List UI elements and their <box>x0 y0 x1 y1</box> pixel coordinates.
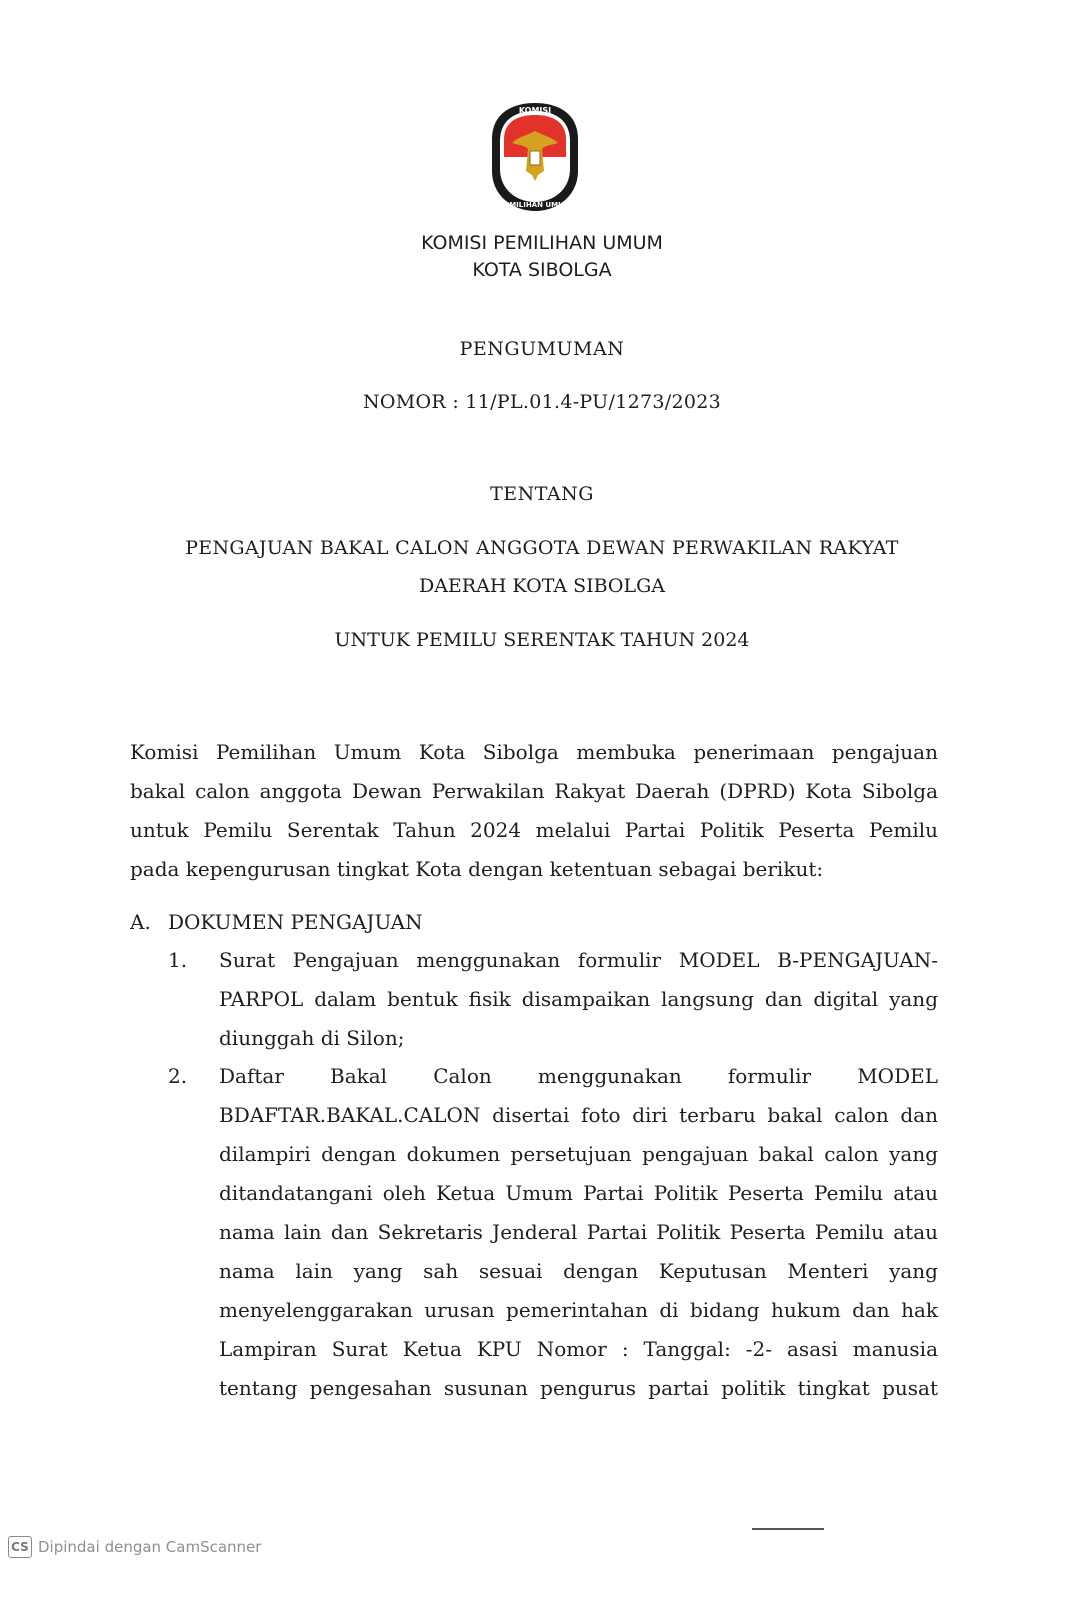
intro-line: untuk Pemilu Serentak Tahun 2024 melalui Partai Politik Peserta Pemilu <box>130 818 938 842</box>
subject-line-2: DAERAH KOTA SIBOLGA <box>418 575 666 597</box>
subject-line-3: UNTUK PEMILU SERENTAK TAHUN 2024 <box>334 629 750 651</box>
camscanner-icon: CS <box>8 1536 32 1558</box>
text-line: Lampiran Surat Ketua KPU Nomor : Tanggal: -2- asasi manusia <box>219 1337 938 1361</box>
logo-bottom-text: PEMILIHAN UMUM <box>499 201 571 209</box>
intro-line: bakal calon anggota Dewan Perwakilan Rakyat Daerah (DPRD) Kota Sibolga <box>130 779 938 803</box>
intro-line: Komisi Pemilihan Umum Kota Sibolga membuka penerimaan pengajuan <box>130 740 938 764</box>
subject-line-1: PENGAJUAN BAKAL CALON ANGGOTA DEWAN PERWAKILAN RAKYAT <box>185 537 899 559</box>
document-number: NOMOR : 11/PL.01.4-PU/1273/2023 <box>362 391 722 413</box>
text-line: BDAFTAR.BAKAL.CALON disertai foto diri terbaru bakal calon dan <box>219 1103 938 1127</box>
intro-paragraph <box>130 733 938 889</box>
list-item-number: 1. <box>168 948 188 972</box>
text-line: menyelenggarakan urusan pemerintahan di bidang hukum dan hak <box>219 1298 938 1322</box>
page-divider <box>752 1528 824 1530</box>
kpu-logo-icon <box>488 101 582 213</box>
text-line: ditandatangani oleh Ketua Umum Partai Politik Peserta Pemilu atau <box>219 1181 938 1205</box>
text-line: tentang pengesahan susunan pengurus partai politik tingkat pusat <box>219 1376 938 1400</box>
text-line: diunggah di Silon; <box>219 1026 405 1050</box>
scanner-watermark <box>8 1536 261 1558</box>
about-label: TENTANG <box>490 483 594 505</box>
section-letter: A. <box>130 910 151 934</box>
list-item-text <box>219 941 938 1058</box>
text-line: Daftar Bakal Calon menggunakan formulir MODEL <box>219 1064 938 1088</box>
org-name-line1: KOMISI PEMILIHAN UMUM <box>421 232 663 254</box>
org-name-line2: KOTA SIBOLGA <box>472 259 612 281</box>
section-heading <box>130 903 423 942</box>
text-line: Surat Pengajuan menggunakan formulir MODEL B-PENGAJUAN- <box>219 948 938 972</box>
list-item-number: 2. <box>168 1064 188 1088</box>
text-line: PARPOL dalam bentuk fisik disampaikan langsung dan digital yang <box>219 987 938 1011</box>
logo-top-text: KOMISI <box>518 106 552 115</box>
list-item-text <box>219 1057 938 1408</box>
section-title: DOKUMEN PENGAJUAN <box>168 910 423 934</box>
text-line: dilampiri dengan dokumen persetujuan pengajuan bakal calon yang <box>219 1142 938 1166</box>
intro-line: pada kepengurusan tingkat Kota dengan ketentuan sebagai berikut: <box>130 857 824 881</box>
document-title: PENGUMUMAN <box>459 338 625 360</box>
text-line: nama lain dan Sekretaris Jenderal Partai Politik Peserta Pemilu atau <box>219 1220 938 1244</box>
scanner-text: Dipindai dengan CamScanner <box>38 1538 262 1556</box>
text-line: nama lain yang sah sesuai dengan Keputusan Menteri yang <box>219 1259 938 1283</box>
